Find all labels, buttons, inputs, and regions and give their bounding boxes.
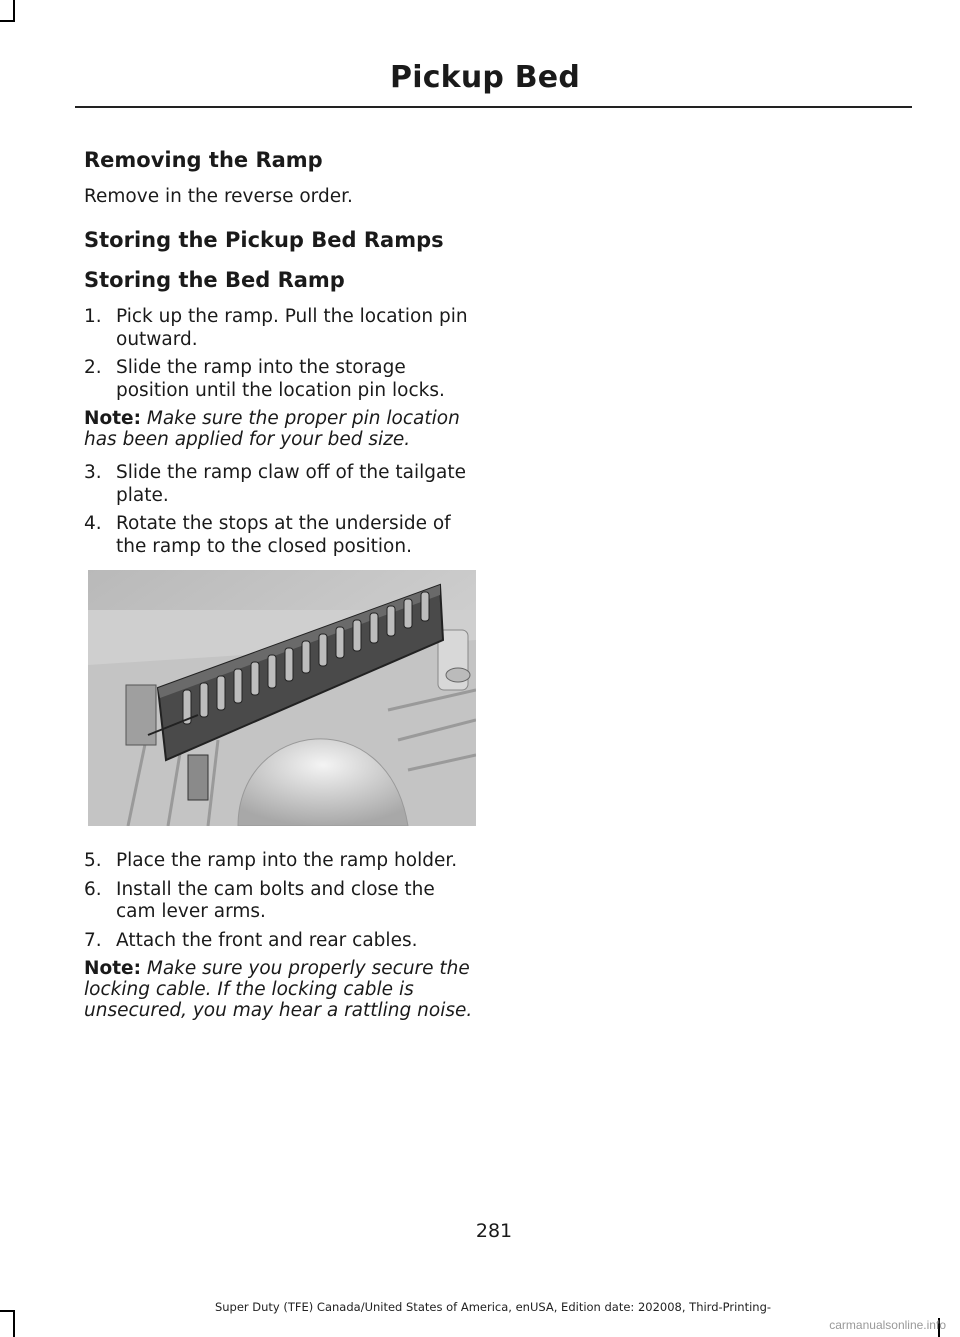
step-number: 1. bbox=[84, 306, 102, 327]
step-item bbox=[84, 513, 476, 558]
page-title: Pickup Bed bbox=[390, 60, 580, 95]
edition-footer: Super Duty (TFE) Canada/United States of America, enUSA, Edition date: 202008, Third-Printing- bbox=[214, 1300, 772, 1314]
section-body-removing: Remove in the reverse order. bbox=[84, 186, 353, 207]
step-number: 5. bbox=[84, 850, 102, 871]
step-item bbox=[84, 462, 476, 507]
crop-mark bbox=[0, 1310, 15, 1312]
step-item bbox=[84, 850, 476, 873]
watermark-link[interactable]: carmanualsonline.info bbox=[829, 1318, 946, 1332]
step-number: 7. bbox=[84, 929, 102, 951]
step-item bbox=[84, 306, 476, 351]
note-text: Make sure you properly secure the locking cable. If the locking cable is unsecured, you may hear a rattling noise. bbox=[84, 958, 473, 1021]
step-item bbox=[84, 879, 476, 924]
step-text: Attach the front and rear cables. bbox=[116, 929, 418, 951]
subsection-heading-bed-ramp: Storing the Bed Ramp bbox=[84, 268, 345, 292]
note-text: Make sure the proper pin location has been applied for your bed size. bbox=[84, 408, 460, 450]
crop-mark bbox=[0, 20, 15, 22]
step-number: 6. bbox=[84, 878, 102, 900]
step-text: Slide the ramp claw off of the tailgate plate. bbox=[116, 462, 467, 506]
step-number: 4. bbox=[84, 513, 102, 534]
note-label: Note: bbox=[84, 408, 141, 429]
steps-list bbox=[84, 306, 476, 402]
step-item bbox=[84, 357, 476, 402]
header-divider bbox=[75, 106, 912, 108]
crop-mark bbox=[13, 1310, 15, 1337]
step-text: Install the cam bolts and close the cam lever arms. bbox=[116, 878, 435, 922]
section-heading-removing: Removing the Ramp bbox=[84, 148, 323, 172]
step-item bbox=[84, 930, 476, 953]
page-number: 281 bbox=[475, 1220, 513, 1242]
step-number: 2. bbox=[84, 357, 102, 378]
steps-list bbox=[84, 850, 476, 952]
step-text: Slide the ramp into the storage position until the location pin locks. bbox=[116, 357, 445, 401]
content-column bbox=[84, 146, 476, 1033]
crop-mark bbox=[13, 0, 15, 22]
note bbox=[84, 958, 476, 1021]
step-text: Place the ramp into the ramp holder. bbox=[116, 850, 458, 871]
bed-ramp-illustration bbox=[88, 570, 476, 826]
step-text: Rotate the stops at the underside of the ramp to the closed position. bbox=[116, 513, 451, 557]
section-heading-storing: Storing the Pickup Bed Ramps bbox=[84, 228, 444, 252]
step-number: 3. bbox=[84, 462, 102, 483]
steps-list bbox=[84, 462, 476, 558]
note-label: Note: bbox=[84, 958, 141, 979]
note bbox=[84, 408, 476, 450]
step-text: Pick up the ramp. Pull the location pin outward. bbox=[116, 306, 468, 350]
